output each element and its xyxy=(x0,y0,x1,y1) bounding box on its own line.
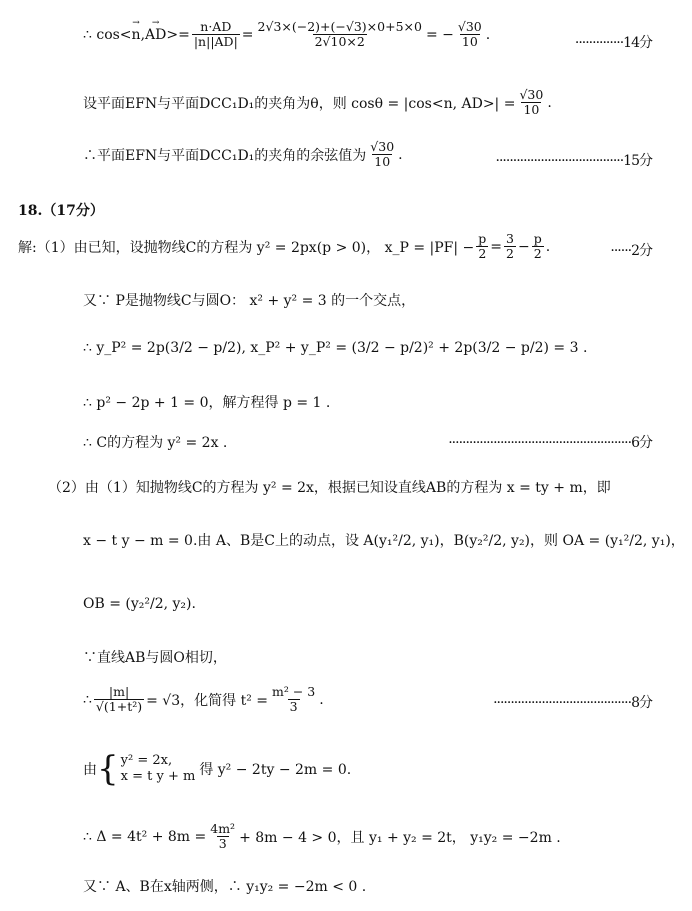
line-text: = xyxy=(241,26,254,43)
line-text: . xyxy=(319,691,324,708)
fraction xyxy=(504,232,516,262)
line-text: 又∵ P是抛物线C与圆O： x² + y² = 3 的一个交点， xyxy=(83,293,416,309)
left-brace-icon: { xyxy=(97,749,119,789)
line-text: ∴ cos< xyxy=(83,26,132,43)
fraction xyxy=(517,88,545,118)
vector-ad: → AD xyxy=(145,27,166,43)
equation-solve-line xyxy=(83,392,330,412)
system-equation-line xyxy=(83,749,352,789)
frac-num: 3 xyxy=(506,231,514,246)
line-text: 设平面EFN与平面DCC₁D₁的夹角为θ，则 cosθ = |cos<n, AD>| = xyxy=(83,95,516,112)
line-text: . xyxy=(485,26,491,43)
line-text: = √3，化简得 t² = xyxy=(146,692,268,709)
angle-definition-line xyxy=(83,88,552,118)
line-text: （2）由（1）知抛物线C的方程为 y² = 2x，根据已知设直线AB的方程为 x = ty + m，即 xyxy=(48,480,611,496)
line-text: ∴平面EFN与平面DCC₁D₁的夹角的余弦值为 xyxy=(83,147,367,164)
solution-part1-line xyxy=(18,232,550,262)
system-row: y² = 2x, xyxy=(120,752,173,768)
frac-num: n·AD xyxy=(200,19,232,34)
substitution-line xyxy=(83,340,587,356)
points-setup-line xyxy=(83,530,685,550)
line-text: = xyxy=(490,238,503,255)
frac-den: 2√10×2 xyxy=(314,34,365,50)
frac-num: p xyxy=(533,231,542,246)
frac-den: 10 xyxy=(523,102,540,118)
frac-den: 2 xyxy=(506,246,514,262)
score-marker: ··············14分 xyxy=(574,35,652,51)
tangent-condition-line xyxy=(83,647,227,667)
frac-num: 4m² xyxy=(210,821,236,836)
line-text: . xyxy=(398,146,403,163)
frac-den: 2 xyxy=(533,246,542,262)
fraction xyxy=(476,232,488,262)
frac-den: 10 xyxy=(461,34,478,50)
frac-num: |m| xyxy=(108,684,130,699)
vector-ob-line xyxy=(83,596,196,612)
score-marker: ········································8分 xyxy=(493,695,652,711)
fraction xyxy=(192,20,240,50)
solution-part2-line xyxy=(48,477,611,497)
cos-formula-line xyxy=(83,20,490,50)
line-text: 又∵ A、B在x轴两侧，∴ y₁y₂ = −2m < 0 . xyxy=(83,879,367,895)
frac-num: √30 xyxy=(370,139,395,154)
fraction xyxy=(368,140,396,170)
frac-num: √30 xyxy=(457,19,482,34)
frac-num: 2√3×(−2)+(−√3)×0+5×0 xyxy=(257,19,422,34)
frac-num: m² − 3 xyxy=(272,684,316,699)
problem-number xyxy=(18,200,104,220)
vector-n: → n xyxy=(132,27,141,43)
fraction xyxy=(532,232,544,262)
frac-den: 2 xyxy=(478,246,487,262)
line-text: 解:（1）由已知，设抛物线C的方程为 y² = 2px(p > 0)， x_P = |PF| − xyxy=(18,239,475,256)
line-text: >= xyxy=(166,26,190,43)
intersection-line xyxy=(83,290,415,310)
score-marker: ·····································15分 xyxy=(495,153,652,169)
line-text: + 8m − 4 > 0，且 y₁ + y₂ = 2t， y₁y₂ = −2m . xyxy=(239,829,561,846)
score-marker: ·····················································6分 xyxy=(448,435,652,451)
score-marker: ······2分 xyxy=(610,243,652,259)
line-text: x − t y − m = 0.由 A、B是C上的动点，设 A(y₁²/2, y₁)，B(y₂²/2, y₂)，则 OA = (y₁²/2, y₁)， xyxy=(83,533,685,549)
equation-system xyxy=(121,753,196,786)
line-text: ∴ y_P² = 2p(3/2 − p/2), x_P² + y_P² = (3/2 − p/2)² + 2p(3/2 − p/2) = 3 . xyxy=(83,340,588,356)
frac-num: p xyxy=(478,231,487,246)
line-text: ∴ C的方程为 y² = 2x . xyxy=(83,435,228,451)
line-text: ∴ xyxy=(83,691,92,708)
line-text: 得 y² − 2ty − 2m = 0. xyxy=(199,762,352,778)
frac-den: 3 xyxy=(218,836,227,852)
line-text: ∴ p² − 2p + 1 = 0，解方程得 p = 1 . xyxy=(83,395,331,411)
fraction xyxy=(270,685,317,715)
line-text: . xyxy=(547,94,552,111)
sign-condition-line xyxy=(83,876,366,896)
fraction xyxy=(208,822,237,852)
line-text: , xyxy=(140,26,146,43)
frac-den: 3 xyxy=(289,699,298,715)
discriminant-line xyxy=(83,822,561,852)
frac-den: √(1+t²) xyxy=(95,699,143,715)
distance-formula-line xyxy=(83,685,324,715)
line-text: − xyxy=(517,238,530,255)
system-row: x = t y + m xyxy=(120,769,196,784)
line-text: OB = (y₂²/2, y₂). xyxy=(83,596,196,612)
line-text: 18.（17分） xyxy=(18,203,104,219)
line-text: ∵直线AB与圆O相切， xyxy=(83,650,227,666)
line-text: 由 xyxy=(83,762,97,778)
fraction xyxy=(94,685,144,715)
fraction xyxy=(456,20,484,50)
line-text: . xyxy=(545,238,551,255)
frac-den: 10 xyxy=(374,154,391,170)
fraction xyxy=(256,20,424,50)
parabola-result-line xyxy=(83,432,227,452)
cosine-result-line xyxy=(83,140,403,170)
line-text: = − xyxy=(425,26,454,43)
line-text: ∴ Δ = 4t² + 8m = xyxy=(83,828,207,845)
frac-den: |n||AD| xyxy=(193,34,238,50)
frac-num: √30 xyxy=(519,87,544,102)
